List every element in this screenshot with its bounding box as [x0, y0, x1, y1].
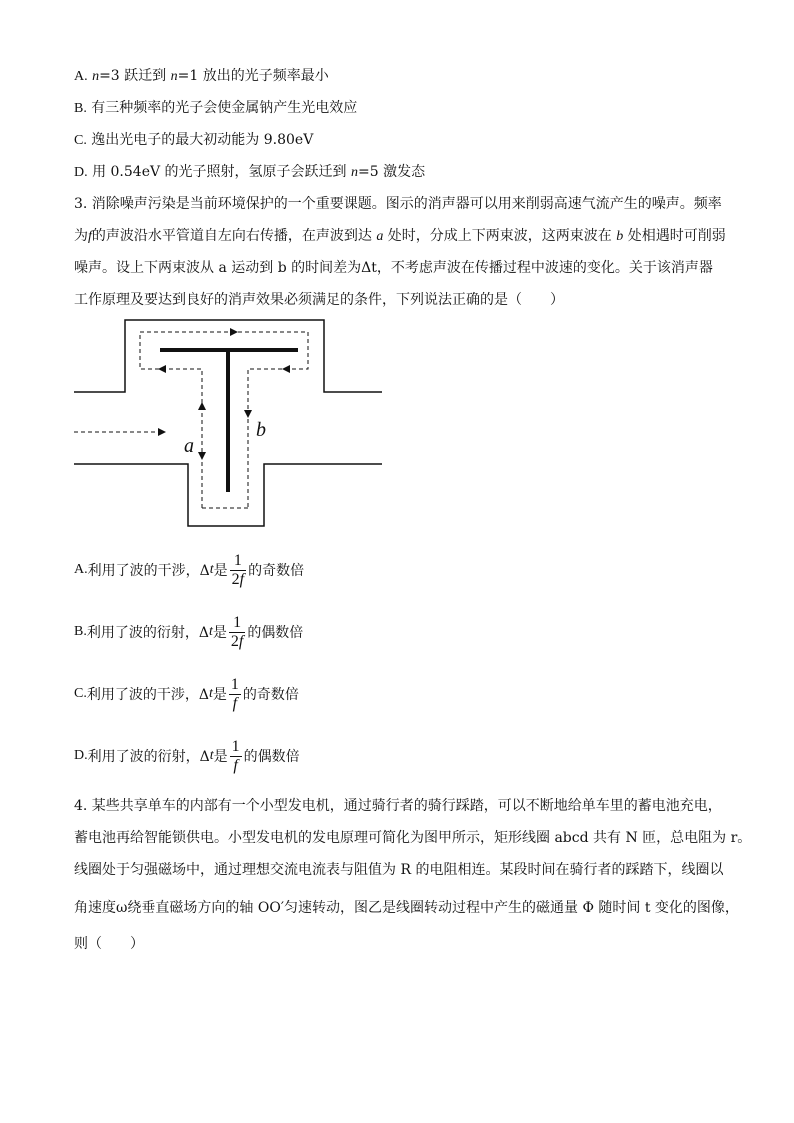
muffler-diagram	[70, 312, 390, 534]
fraction: $\frac{1}{f}$	[230, 675, 239, 712]
fraction: $\frac{1}{2f}$	[230, 613, 244, 650]
q3-option-a: A. 利用了波的干涉，Δ t 是 $\frac{1}{2f}$ 的奇数倍	[74, 551, 305, 588]
arrow-down-left	[198, 452, 206, 460]
q4-stem-line-5: 则（ ）	[74, 936, 144, 952]
t-baffle	[160, 350, 298, 492]
q3-option-b: B. 利用了波的衍射，Δ t 是 $\frac{1}{2f}$ 的偶数倍	[74, 613, 304, 650]
fraction: $\frac{1}{f}$	[231, 737, 240, 774]
q4-stem-line-1: 4. 某些共享单车的内部有一个小型发电机，通过骑行者的骑行踩踏，可以不断地给单车里的蓄电池充电，	[74, 798, 722, 814]
q3-stem-line-4: 工作原理及要达到良好的消声效果必须满足的条件，下列说法正确的是（ ）	[74, 292, 564, 308]
arrow-up-left	[198, 402, 206, 410]
q3-stem-line-1: 3. 消除噪声污染是当前环境保护的一个重要课题。图示的消声器可以用来削弱高速气流产生的噪声。频率	[74, 196, 722, 212]
q4-stem-line-2: 蓄电池再给智能锁供电。小型发电机的发电原理可简化为图甲所示，矩形线圈 abcd 共有 N 匝，总电阻为 r。	[74, 830, 752, 846]
fraction: $\frac{1}{2f}$	[231, 551, 245, 588]
q4-stem-line-3: 线圈处于匀强磁场中，通过理想交流电流表与阻值为 R 的电阻相连。某段时间在骑行者的踩踏下，线圈以	[74, 862, 724, 878]
q4-stem-line-4: 角速度ω绕垂直磁场方向的轴 OO′匀速转动，图乙是线圈转动过程中产生的磁通量 Φ 随时间 t 变化的图像，	[74, 900, 739, 916]
q2-option-c: C. 逸出光电子的最大初动能为 9.80eV	[74, 132, 314, 148]
arrow-down-right	[244, 410, 252, 418]
label-a: a	[184, 435, 194, 457]
arrow-top-right	[230, 328, 238, 336]
wave-paths	[74, 332, 308, 508]
q3-option-c: C. 利用了波的干涉，Δ t 是 $\frac{1}{f}$ 的奇数倍	[74, 675, 299, 712]
wave-arrows	[158, 328, 290, 460]
q2-option-a: A. n=3 跃迁到 n=1 放出的光子频率最小	[74, 68, 329, 84]
q3-stem-line-3: 噪声。设上下两束波从 a 运动到 b 的时间差为Δt，不考虑声波在传播过程中波速的变化。关于该消声器	[74, 260, 713, 276]
label-b: b	[256, 419, 266, 441]
q2-option-d: D. 用 0.54eV 的光子照射，氢原子会跃迁到 n=5 激发态	[74, 164, 426, 180]
arrow-left-top-inner	[158, 365, 166, 373]
q3-option-d: D. 利用了波的衍射，Δ t 是 $\frac{1}{f}$ 的偶数倍	[74, 737, 300, 774]
arrow-incoming	[158, 428, 166, 436]
arrow-right-top-inner	[282, 365, 290, 373]
q3-stem-line-2: 为f的声波沿水平管道自左向右传播，在声波到达 a 处时，分成上下两束波，这两束波在 b 处相遇时可削弱	[74, 228, 726, 244]
q2-option-b: B. 有三种频率的光子会使金属钠产生光电效应	[74, 100, 358, 116]
